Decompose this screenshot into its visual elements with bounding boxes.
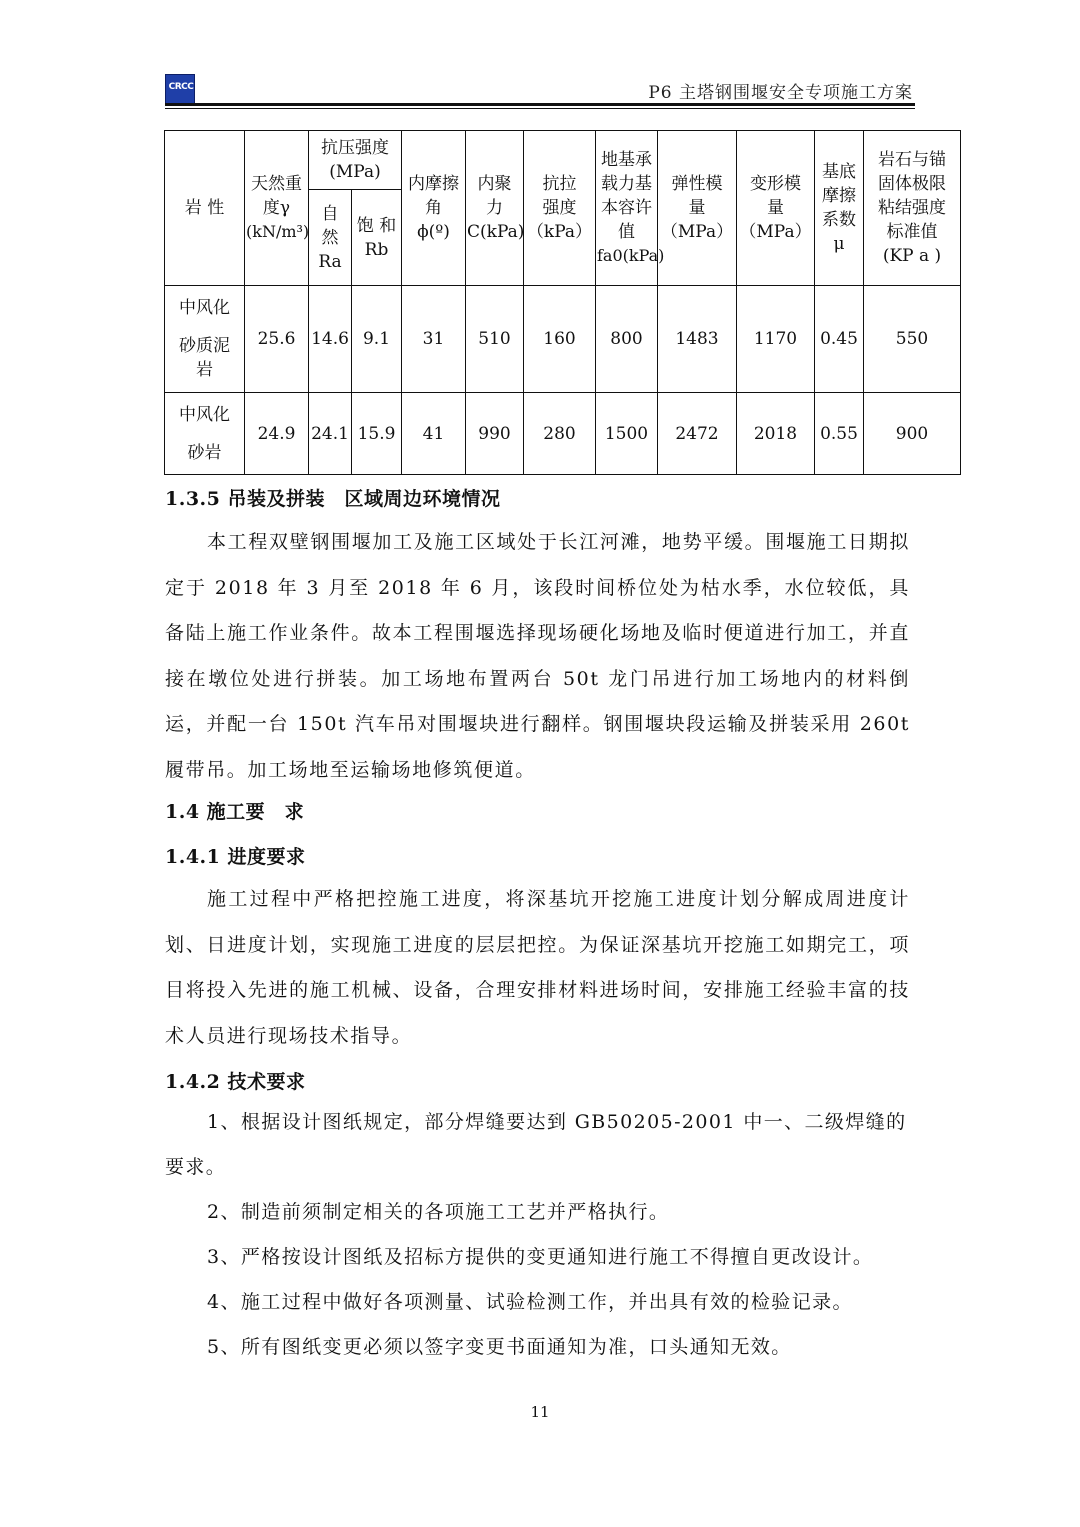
cell-bearing: 1500 [596,393,658,475]
cell-deform: 2018 [737,393,815,475]
page-header [165,68,915,106]
section-1-3-5-body: 本工程双壁钢围堰加工及施工区域处于长江河滩，地势平缓。围堰施工日期拟定于 2018 年 3 月至 2018 年 6 月，该段时间桥位处为枯水季，水位较低，具备陆上施工作业条件。故本工程围堰选择现场硬化场地及临时便道进行加工，并直接在墩位处进行拼装。加工场地布置两台 50t 龙门吊进行加工场地内的材料倒运，并配一台 150t 汽车吊对围堰块进行翻样。钢围堰块段运输及拼装采用 260t 履带吊。加工场地至运输场地修筑便道。 [165,531,910,781]
header-deformation: 变形模 量 （MPa） [737,131,815,286]
header-base-friction: 基底 摩擦 系数 μ [815,131,864,286]
header-friction-angle: 内摩擦 角 ϕ(º) [402,131,466,286]
section-1-4-1-body: 施工过程中严格把控施工进度，将深基坑开挖施工进度计划分解成周进度计划、日进度计划，实现施工进度的层层把控。为保证深基坑开挖施工如期完工，项目将投入先进的施工机械、设备，合理安排材料进场时间，安排施工经验丰富的技术人员进行现场技术指导。 [165,888,910,1047]
cell-cohesion: 990 [466,393,524,475]
header-bond-strength: 岩石与锚 固体极限 粘结强度 标准值 (KP a ) [864,131,961,286]
header-weight: 天然重 度γ (kN/m³) [245,131,309,286]
header-elastic: 弹性模 量 （MPa） [658,131,737,286]
header-rule [165,103,915,106]
requirement-item-1: 1、根据设计图纸规定，部分焊缝要达到 GB50205-2001 中一、二级焊缝的要求。 [165,1111,907,1178]
cell-base: 0.55 [815,393,864,475]
requirement-item-5: 5、所有图纸变更必须以签字变更书面通知为准，口头通知无效。 [207,1336,792,1358]
cell-rb: 15.9 [352,393,402,475]
cell-tensile: 280 [524,393,596,475]
cell-weight: 25.6 [245,286,309,393]
header-bearing: 地基承 载力基 本容许 值 fa0(kPa) [596,131,658,286]
header-cohesion: 内聚 力 C(kPa) [466,131,524,286]
cell-bond: 900 [864,393,961,475]
cell-rock-name: 中风化 砂岩 [165,393,245,475]
company-logo [165,74,195,104]
section-1-4-2-heading: 1.4.2 技术要求 [165,1071,306,1093]
header-rule-thin [165,108,915,109]
rock-properties-table [164,130,961,475]
section-1-4-1-heading: 1.4.1 进度要求 [165,846,306,868]
header-rb: 饱 和 Rb [352,190,402,286]
cell-weight: 24.9 [245,393,309,475]
header-tensile: 抗拉 强度 （kPa） [524,131,596,286]
section-1-3-5-heading: 1.3.5 吊装及拼装 区域周边环境情况 [165,488,501,510]
requirement-item-4: 4、施工过程中做好各项测量、试验检测工作，并出具有效的检验记录。 [207,1291,853,1313]
cell-ra: 14.6 [309,286,352,393]
requirement-item-2: 2、制造前须制定相关的各项施工工艺并严格执行。 [207,1201,670,1223]
page-number: 11 [530,1403,550,1421]
header-ra: 自 然 Ra [309,190,352,286]
cell-rock-name: 中风化 砂质泥 岩 [165,286,245,393]
cell-base: 0.45 [815,286,864,393]
requirement-item-3: 3、严格按设计图纸及招标方提供的变更通知进行施工不得擅自更改设计。 [207,1246,874,1268]
cell-elastic: 2472 [658,393,737,475]
cell-tensile: 160 [524,286,596,393]
header-rock: 岩 性 [165,131,245,286]
logo-text: CRCC [168,82,194,92]
cell-rb: 9.1 [352,286,402,393]
cell-elastic: 1483 [658,286,737,393]
document-title: P6 主塔钢围堰安全专项施工方案 [648,83,913,103]
cell-friction: 31 [402,286,466,393]
cell-friction: 41 [402,393,466,475]
cell-cohesion: 510 [466,286,524,393]
header-compressive-strength: 抗压强度 (MPa) [309,131,402,190]
table-row [165,286,961,393]
cell-bearing: 800 [596,286,658,393]
cell-bond: 550 [864,286,961,393]
cell-deform: 1170 [737,286,815,393]
table-row [165,393,961,475]
cell-ra: 24.1 [309,393,352,475]
section-1-4-heading: 1.4 施工要 求 [165,801,305,823]
